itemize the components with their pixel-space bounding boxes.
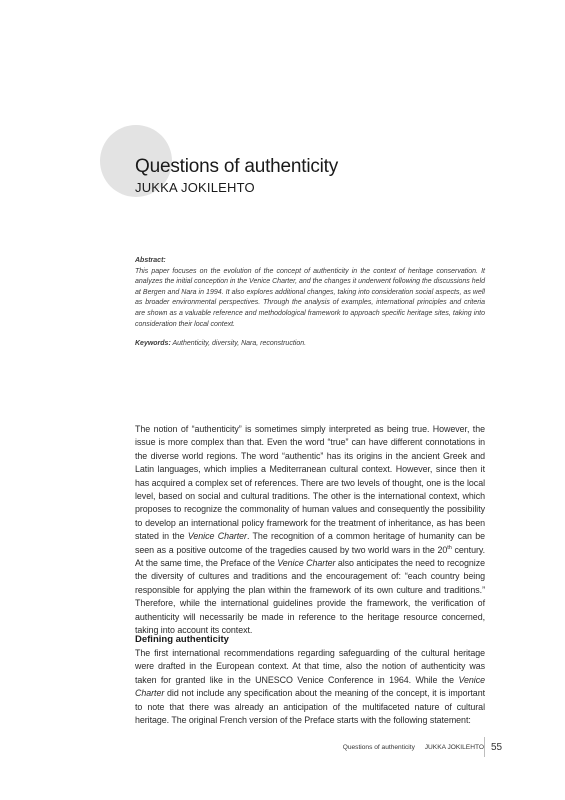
p1-text-b: . The recognition of a common heritage of humanity can be seen as a positive outcome of the tragedies caused by two world wars in the 20: [135, 531, 486, 555]
p1-text-c: century. At the same time, the Preface of the: [135, 544, 485, 569]
paragraph-intro: [135, 423, 485, 638]
section-heading: Defining authenticity: [135, 634, 229, 645]
p1-text-a: The notion of “authenticity” is sometimes simply interpreted as being true. However, the issue is more complex than that. Even the word “true” can have different connotations in the diverse world regions. The word “authentic” has its origins in the ancient Greek and Latin languages, which implies a Mediterranean cultural context. However, since then it has acquired a complex set of references. There are two levels of thought, one is the local level, based on social and cultural traditions. The other is the international context, which proposes to recognize the commonality of human values and consequently the possibility to develop an international policy framework for the treatment of inheritance, as has been stated in the: [135, 424, 485, 542]
footer-author: JUKKA JOKILEHTO: [424, 744, 484, 751]
p2-venice-charter: Venice Charter: [135, 674, 485, 699]
article-author: JUKKA JOKILEHTO: [135, 180, 255, 195]
running-footer: [343, 744, 484, 751]
footer-divider: [484, 737, 485, 757]
p1-venice-charter-2: Venice Charter: [277, 558, 336, 569]
abstract-text: This paper focuses on the evolution of the concept of authenticity in the context of heritage conservation. It analyzes the initial conception in the Venice Charter, and the changes it underwent following the discussions held at Bergen and Nara in 1994. It also explores additional changes, taking into consideration social aspects, as well as broader environmental perspectives. Through the analysis of examples, international principles and criteria are shown as a valuable reference and methodological framework to approach specific heritage sites, taking into consideration their local context.: [135, 267, 485, 328]
p1-text-d: also anticipates the need to recognize the diversity of cultures and traditions and the encouragement of: “each country being responsible for applying the plan within the framework of its own culture and traditions.” Therefore, while the international guidelines provide the framework, the verification of authenticity will necessarily be made in reference to the heritage resource concerned, taking into account its context.: [135, 558, 485, 636]
keywords-block: [135, 340, 485, 347]
p2-text-b: did not include any specification about the meaning of the concept, it is important to note that there was already an anticipation of the multifaceted nature of cultural heritage. The original French version of the Preface starts with the following statement:: [135, 688, 485, 726]
abstract-block: [135, 256, 485, 330]
abstract-label: Abstract:: [135, 257, 166, 264]
p1-superscript: th: [447, 544, 452, 551]
keywords-label: Keywords:: [135, 340, 171, 347]
page-number: 55: [491, 742, 503, 753]
paragraph-defining: [135, 647, 485, 727]
keywords-text: Authenticity, diversity, Nara, reconstruction.: [172, 340, 307, 347]
p2-text-a: The first international recommendations regarding safeguarding of the cultural heritage were drafted in the European context. At that time, also the notion of authenticity was taken for granted like in the UNESCO Venice Conference in 1964. While the: [135, 648, 485, 685]
footer-title: Questions of authenticity: [342, 744, 415, 751]
article-title: Questions of authenticity: [135, 156, 339, 177]
p1-venice-charter-1: Venice Charter: [187, 531, 247, 542]
